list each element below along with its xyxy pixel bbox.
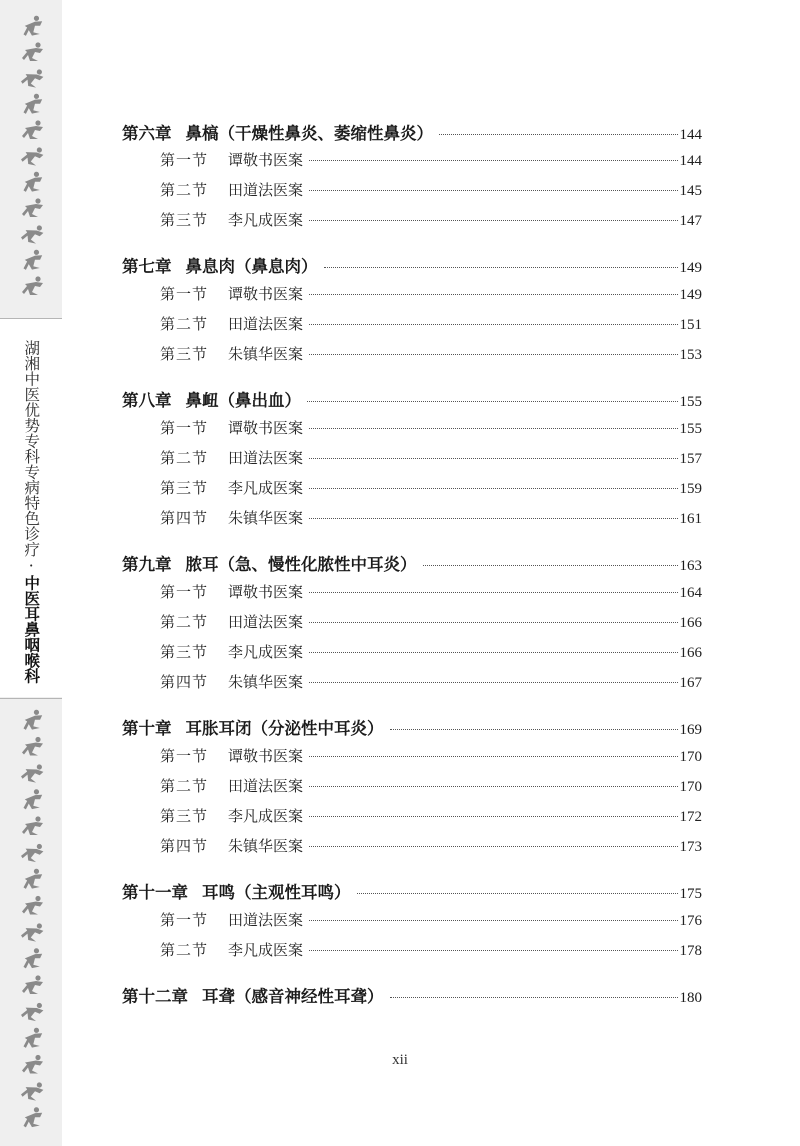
toc-section[interactable]: [122, 745, 702, 769]
toc-chapter[interactable]: [122, 983, 702, 1007]
toc-section[interactable]: [122, 209, 702, 233]
toc-label: [160, 477, 303, 498]
dot-leader: [309, 445, 677, 459]
toc-number: 第四节: [160, 837, 209, 855]
side-title-separator: ·: [22, 557, 41, 575]
toc-label: [160, 343, 303, 364]
toc-number: 第四节: [160, 673, 209, 691]
dot-leader: [307, 387, 678, 402]
dot-leader: [309, 937, 677, 951]
toc-number: 第一节: [160, 419, 209, 437]
toc-number: 第二节: [160, 449, 209, 467]
toc-title: 谭敬书医案: [228, 419, 304, 437]
toc-title: 李凡成医案: [228, 479, 304, 497]
toc-title: 鼻衄（鼻出血）: [185, 391, 301, 410]
toc-section[interactable]: [122, 835, 702, 859]
dot-leader: [309, 639, 677, 653]
toc-label: [160, 149, 303, 170]
martial-arts-figure-icon: [20, 15, 44, 38]
toc-number: 第二节: [160, 941, 209, 959]
toc-page-number: 172: [679, 809, 702, 825]
toc-label: [122, 387, 301, 411]
dot-leader: [357, 879, 678, 894]
toc-page-number: 163: [679, 558, 702, 574]
dot-leader: [390, 715, 678, 730]
toc-page-number: 170: [679, 749, 702, 765]
toc-title: 朱镇华医案: [228, 509, 304, 527]
martial-arts-figure-icon: [20, 1000, 44, 1023]
toc-title: 鼻息肉（鼻息肉）: [185, 257, 318, 276]
toc-label: [160, 909, 303, 930]
toc-page-number: 169: [679, 722, 702, 738]
toc-number: 第七章: [122, 257, 172, 276]
toc-label: [122, 120, 433, 144]
martial-arts-figure-icon: [20, 1027, 44, 1050]
toc-page-number: 153: [679, 347, 702, 363]
martial-arts-figure-icon: [20, 144, 44, 167]
toc-title: 脓耳（急、慢性化脓性中耳炎）: [185, 555, 417, 574]
toc-number: 第三节: [160, 211, 209, 229]
toc-page-number: 167: [679, 675, 702, 691]
toc-page-number: 170: [679, 779, 702, 795]
toc-label: [160, 179, 303, 200]
toc-label: [160, 939, 303, 960]
toc-title: 耳聋（感音神经性耳聋）: [202, 987, 384, 1006]
toc-label: [122, 551, 417, 575]
toc-page-number: 175: [679, 886, 702, 902]
toc-number: 第二节: [160, 613, 209, 631]
toc-number: 第二节: [160, 315, 209, 333]
toc-section[interactable]: [122, 149, 702, 173]
toc-number: 第一节: [160, 911, 209, 929]
toc-section[interactable]: [122, 507, 702, 531]
toc-section[interactable]: [122, 417, 702, 441]
toc-title: 耳鸣（主观性耳鸣）: [202, 883, 351, 902]
toc-label: [160, 611, 303, 632]
toc-label: [160, 447, 303, 468]
toc-section[interactable]: [122, 477, 702, 501]
martial-arts-figure-icon: [22, 120, 43, 139]
toc-label: [160, 507, 303, 528]
toc-title: 田道法医案: [228, 181, 304, 199]
dot-leader: [309, 415, 677, 429]
dot-leader: [309, 281, 677, 295]
toc-number: 第十二章: [122, 987, 188, 1006]
toc-label: [122, 253, 318, 277]
toc-section[interactable]: [122, 313, 702, 337]
toc-page-number: 145: [679, 183, 702, 199]
toc-title: 谭敬书医案: [228, 747, 304, 765]
martial-arts-figure-icon: [20, 66, 44, 89]
toc-number: 第一节: [160, 747, 209, 765]
side-title-volume: 中医耳鼻咽喉科: [22, 575, 42, 684]
toc-label: [160, 671, 303, 692]
dot-leader: [309, 669, 677, 683]
toc-label: [122, 715, 384, 739]
dot-leader: [439, 120, 678, 135]
toc-chapter[interactable]: [122, 879, 702, 903]
toc-number: 第四节: [160, 509, 209, 527]
toc-page-number: 149: [679, 260, 702, 276]
toc-title: 田道法医案: [228, 449, 304, 467]
dot-leader: [309, 743, 677, 757]
toc-section[interactable]: [122, 805, 702, 829]
martial-arts-figure-icon: [20, 868, 44, 891]
toc-title: 朱镇华医案: [228, 837, 304, 855]
toc-section[interactable]: [122, 179, 702, 203]
toc-section[interactable]: [122, 939, 702, 963]
martial-arts-figure-icon: [20, 788, 44, 811]
dot-leader: [309, 609, 677, 623]
toc-number: 第十章: [122, 719, 172, 738]
toc-title: 朱镇华医案: [228, 673, 304, 691]
toc-title: 田道法医案: [228, 315, 304, 333]
toc-number: 第八章: [122, 391, 172, 410]
toc-label: [160, 805, 303, 826]
toc-number: 第九章: [122, 555, 172, 574]
toc-label: [122, 879, 351, 903]
dot-leader: [309, 833, 677, 847]
toc-page-number: 173: [679, 839, 702, 855]
toc-section[interactable]: [122, 611, 702, 635]
martial-arts-figure-icon: [22, 737, 43, 756]
dot-leader: [309, 177, 677, 191]
toc-title: 李凡成医案: [228, 941, 304, 959]
toc-page-number: 159: [679, 481, 702, 497]
toc-number: 第三节: [160, 345, 209, 363]
toc-page-number: 157: [679, 451, 702, 467]
toc-number: 第三节: [160, 807, 209, 825]
dot-leader: [309, 579, 677, 593]
toc-number: 第六章: [122, 124, 172, 143]
martial-arts-figure-icon: [22, 42, 43, 61]
side-title-series: 湖湘中医优势专科专病特色诊疗: [22, 340, 41, 557]
toc-section[interactable]: [122, 641, 702, 665]
toc-number: 第一节: [160, 583, 209, 601]
toc-chapter[interactable]: [122, 551, 702, 575]
toc-number: 第十一章: [122, 883, 188, 902]
toc-title: 田道法医案: [228, 911, 304, 929]
toc-label: [160, 313, 303, 334]
toc-section[interactable]: [122, 447, 702, 471]
toc-title: 田道法医案: [228, 613, 304, 631]
martial-arts-figure-icon: [22, 975, 43, 994]
toc-number: 第三节: [160, 479, 209, 497]
martial-arts-figure-icon: [20, 947, 44, 970]
toc-page-number: 151: [679, 317, 702, 333]
toc-number: 第二节: [160, 181, 209, 199]
toc-title: 耳胀耳闭（分泌性中耳炎）: [185, 719, 384, 738]
martial-arts-figure-icon: [22, 198, 43, 217]
toc-label: [160, 581, 303, 602]
toc-chapter[interactable]: [122, 120, 702, 144]
toc-number: 第一节: [160, 151, 209, 169]
toc-page-number: 164: [679, 585, 702, 601]
martial-arts-figure-icon: [20, 1106, 44, 1129]
dot-leader: [309, 803, 677, 817]
martial-arts-figure-icon: [22, 276, 43, 295]
toc-label: [160, 745, 303, 766]
martial-arts-figure-icon: [20, 171, 44, 194]
toc-section[interactable]: [122, 909, 702, 933]
dot-leader: [309, 207, 677, 221]
dot-leader: [390, 983, 678, 998]
dot-leader: [309, 341, 677, 355]
dot-leader: [309, 907, 677, 921]
toc-chapter[interactable]: [122, 253, 702, 277]
toc-label: [160, 775, 303, 796]
toc-title: 田道法医案: [228, 777, 304, 795]
toc-title: 谭敬书医案: [228, 583, 304, 601]
toc-page-number: 149: [679, 287, 702, 303]
toc-number: 第二节: [160, 777, 209, 795]
toc-label: [160, 209, 303, 230]
dot-leader: [309, 773, 677, 787]
page-number: xii: [392, 1052, 408, 1068]
toc-page-number: 155: [679, 421, 702, 437]
toc-number: 第一节: [160, 285, 209, 303]
toc-title: 谭敬书医案: [228, 285, 304, 303]
dot-leader: [309, 147, 677, 161]
toc-chapter[interactable]: [122, 715, 702, 739]
toc-page-number: 166: [679, 645, 702, 661]
toc-chapter[interactable]: [122, 387, 702, 411]
martial-arts-figure-icon: [20, 249, 44, 272]
toc-title: 鼻槁（干燥性鼻炎、萎缩性鼻炎）: [185, 124, 433, 143]
martial-arts-figure-icon: [20, 222, 44, 245]
toc-page-number: 161: [679, 511, 702, 527]
toc-title: 李凡成医案: [228, 211, 304, 229]
martial-arts-figure-icon: [20, 709, 44, 732]
dot-leader: [309, 475, 677, 489]
toc-page-number: 155: [679, 394, 702, 410]
toc-section[interactable]: [122, 671, 702, 695]
toc-number: 第三节: [160, 643, 209, 661]
side-title: [23, 340, 40, 684]
toc-label: [160, 641, 303, 662]
figures-top: [0, 0, 62, 318]
dot-leader: [324, 253, 678, 268]
toc-title: 李凡成医案: [228, 643, 304, 661]
martial-arts-figure-icon: [20, 841, 44, 864]
toc-title: 李凡成医案: [228, 807, 304, 825]
toc-label: [160, 417, 303, 438]
toc-page-number: 178: [679, 943, 702, 959]
toc-section[interactable]: [122, 343, 702, 367]
figures-bottom: [0, 698, 62, 1146]
toc-page-number: 144: [679, 153, 702, 169]
dot-leader: [423, 551, 678, 566]
toc-page-number: 176: [679, 913, 702, 929]
dot-leader: [309, 505, 677, 519]
toc-label: [160, 835, 303, 856]
martial-arts-figure-icon: [22, 816, 43, 835]
toc-title: 朱镇华医案: [228, 345, 304, 363]
toc-page-number: 144: [679, 127, 702, 143]
toc-label: [122, 983, 384, 1007]
toc-title: 谭敬书医案: [228, 151, 304, 169]
toc-section[interactable]: [122, 283, 702, 307]
martial-arts-figure-icon: [22, 896, 43, 915]
toc-section[interactable]: [122, 775, 702, 799]
dot-leader: [309, 311, 677, 325]
martial-arts-figure-icon: [20, 761, 44, 784]
martial-arts-figure-icon: [20, 920, 44, 943]
toc-page-number: 180: [679, 990, 702, 1006]
toc-label: [160, 283, 303, 304]
toc-page-number: 166: [679, 615, 702, 631]
toc-page-number: 147: [679, 213, 702, 229]
toc-section[interactable]: [122, 581, 702, 605]
martial-arts-figure-icon: [20, 1079, 44, 1102]
martial-arts-figure-icon: [20, 93, 44, 116]
